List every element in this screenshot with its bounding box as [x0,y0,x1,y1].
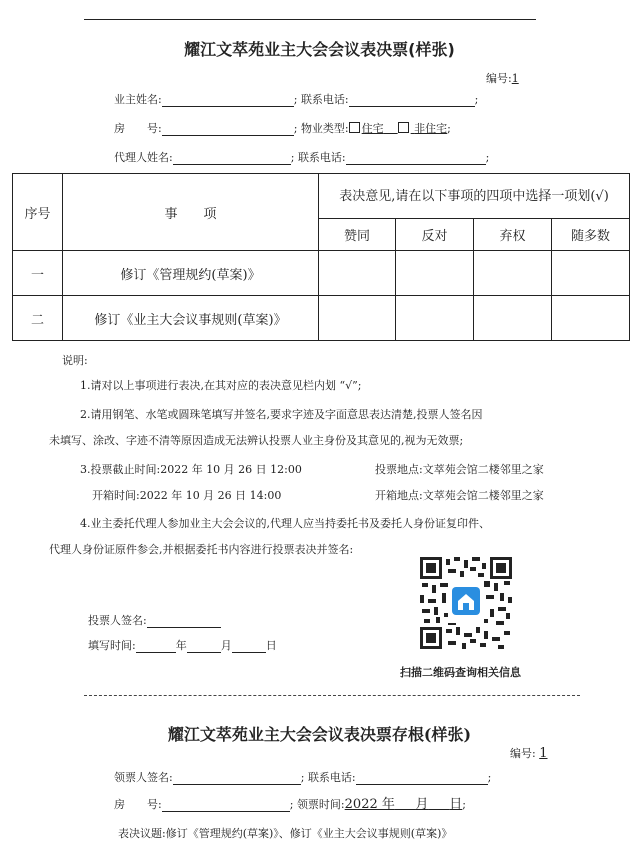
note-3-location: 投票地点:文萃苑会馆二楼邻里之家 [375,463,544,476]
cut-line [84,695,580,696]
voter-signature-row [88,612,221,628]
stub-room-field[interactable] [162,799,290,812]
header-option-agree: 赞同 [319,219,396,251]
note-4-line-2: 代理人身份证原件参会,并根据委托书内容进行投票表决并签名: [49,543,354,556]
agent-name-field[interactable] [173,152,291,165]
vote-cell-agree[interactable] [319,296,396,341]
owner-name-label: 业主姓名: [114,93,162,106]
residential-option-label: 住宅 [361,122,384,135]
stub-topics-line: 表决议题:修订《管理规约(草案)》、修订《业主大会议事规则(草案)》 [118,827,453,840]
header-opinion: 表决意见,请在以下事项的四项中选择一项划(√) [319,174,630,219]
separator: ; [447,122,451,135]
separator: ; [290,151,295,164]
note-3-open-time: 开箱时间:2022 年 10 月 26 日 14:00 [92,489,282,502]
stub-phone-field[interactable] [356,772,488,785]
fill-time-row [88,637,277,653]
header-option-follow-majority: 随多数 [552,219,630,251]
collect-month: 月 [415,797,429,812]
stub-phone-label: 联系电话: [307,771,356,784]
stub-room-row [114,793,466,812]
stub-room-label: 房 号: [114,798,162,811]
collector-label: 领票人签名: [114,771,173,784]
top-rule [84,19,536,20]
room-row [114,120,451,136]
collector-field[interactable] [173,772,301,785]
row-no: 一 [13,251,63,296]
table-row [13,296,630,341]
voter-signature-label: 投票人签名: [88,614,147,627]
stub-serial-value: 1 [539,746,548,761]
agent-name-label: 代理人姓名: [114,151,173,164]
row-item: 修订《管理规约(草案)》 [63,251,319,296]
fill-day-field[interactable] [232,640,266,653]
year-label: 年 [175,639,187,652]
vote-cell-follow-majority[interactable] [552,251,630,296]
separator: ; [462,798,466,811]
row-no: 二 [13,296,63,341]
agent-phone-label: 联系电话: [297,151,346,164]
non-residential-option-label: 非住宅 [414,122,448,135]
notes-heading: 说明: [62,354,88,367]
separator: ; [485,151,490,164]
fill-year-field[interactable] [136,640,176,653]
vote-cell-oppose[interactable] [396,296,474,341]
header-option-abstain: 弃权 [474,219,552,251]
fill-month-field[interactable] [187,640,221,653]
qr-caption: 扫描二维码查询相关信息 [400,666,521,679]
serial-number [486,70,519,86]
owner-phone-label: 联系电话: [300,93,349,106]
header-item: 事 项 [63,174,319,251]
separator: ; [300,771,305,784]
collect-year: 2022 年 [344,797,395,812]
separator: ; [289,798,294,811]
separator: ; [487,771,492,784]
serial-value: 1 [511,72,519,85]
row-item: 修订《业主大会议事规则(草案)》 [63,296,319,341]
note-3-open-location: 开箱地点:文萃苑会馆二楼邻里之家 [375,489,544,502]
table-row [13,251,630,296]
fill-time-label: 填写时间: [88,639,136,652]
note-3-deadline: 3.投票截止时间:2022 年 10 月 26 日 12:00 [80,463,302,476]
agent-row [114,149,489,165]
property-type-options [349,122,448,135]
month-label: 月 [220,639,232,652]
non-residential-checkbox[interactable] [398,122,409,133]
day-label: 日 [265,639,277,652]
voter-signature-field[interactable] [147,615,221,628]
room-label: 房 号: [114,122,162,135]
vote-cell-oppose[interactable] [396,251,474,296]
owner-phone-field[interactable] [349,94,475,107]
owner-name-field[interactable] [162,94,294,107]
vote-cell-abstain[interactable] [474,251,552,296]
header-no: 序号 [13,174,63,251]
agent-phone-field[interactable] [346,152,486,165]
room-field[interactable] [162,123,294,136]
note-1: 1.请对以上事项进行表决,在其对应的表决意见栏内划 “√”; [80,379,362,392]
owner-name-row [114,91,478,107]
stub-collector-row [114,769,491,785]
residential-checkbox[interactable] [349,122,360,133]
collect-time-label: 领票时间: [296,798,345,811]
vote-cell-abstain[interactable] [474,296,552,341]
property-type-label: 物业类型: [300,122,349,135]
note-2-line-1: 2.请用钢笔、水笔或圆珠笔填写并签名,要求字迹及字面意思表达清楚,投票人签名因 [80,408,483,421]
qr-code-image[interactable] [420,557,512,649]
note-4-line-1: 4.业主委托代理人参加业主大会会议的,代理人应当持委托书及委托人身份证复印件、 [80,517,490,530]
stub-serial-number [510,745,548,761]
stub-title: 耀江文萃苑业主大会会议表决票存根(样张) [167,725,472,744]
ballot-title: 耀江文萃苑业主大会会议表决票(样张) [184,40,455,59]
vote-cell-follow-majority[interactable] [552,296,630,341]
serial-label: 编号: [486,72,512,85]
separator: ; [293,122,298,135]
stub-serial-label: 编号: [510,747,536,760]
vote-table [12,173,630,341]
collect-time-field[interactable] [345,797,463,812]
separator: ; [474,93,479,106]
collect-day: 日 [449,797,463,812]
separator: ; [293,93,298,106]
note-2-line-2: 未填写、涂改、字迹不清等原因造成无法辨认投票人业主身份及其意见的,视为无效票; [49,434,464,447]
vote-cell-agree[interactable] [319,251,396,296]
header-option-oppose: 反对 [396,219,474,251]
